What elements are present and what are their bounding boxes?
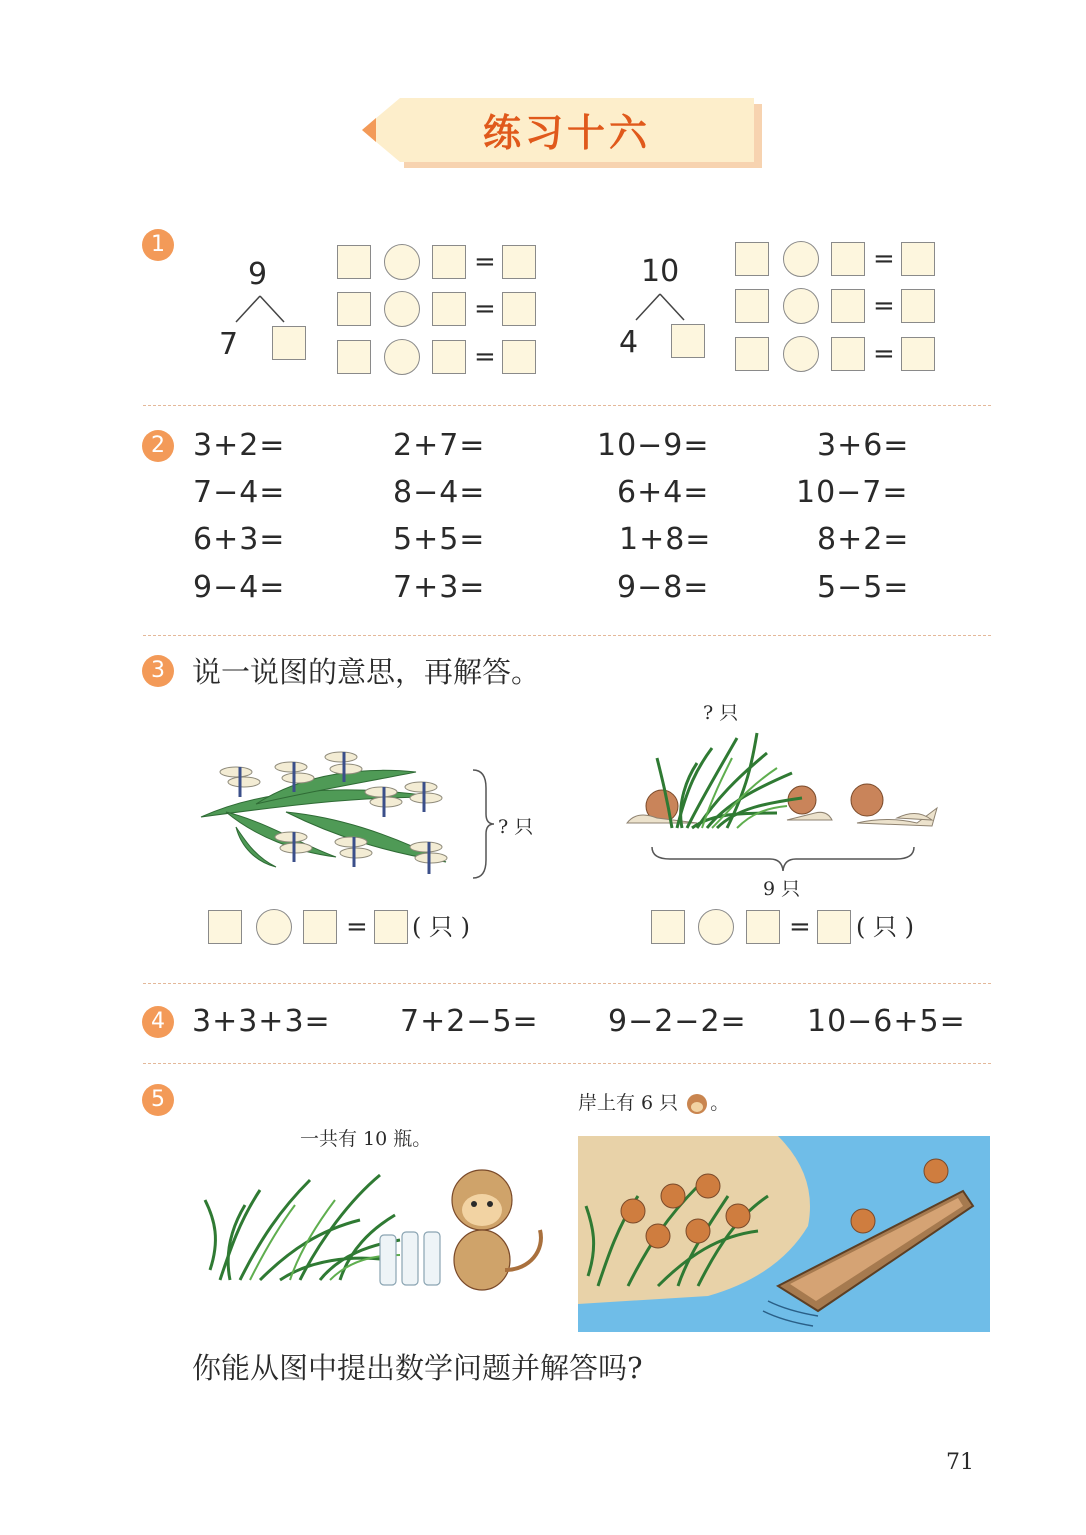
s3-left-unit: ( 只 ) [412,913,470,941]
section-4-badge: 4 [142,1006,174,1038]
s4-expr: 7+2−5= [400,1004,539,1039]
s2-expr: 3+2= [193,428,286,463]
s2-expr: 5−5= [817,570,910,605]
s1-left-eq2-equals: = [474,294,496,324]
s1-left-eq1-operator-circle[interactable] [384,244,420,280]
s2-expr: 1+8= [619,522,712,557]
s2-expr: 10−7= [796,475,909,510]
page-number: 71 [946,1450,974,1475]
s3-right-bottom-brace [650,845,916,873]
s4-expr: 3+3+3= [192,1004,331,1039]
s1-left-eq1-box-a[interactable] [337,245,371,279]
s5-question: 你能从图中提出数学问题并解答吗? [192,1351,643,1385]
s1-right-eq1-result-box[interactable] [901,242,935,276]
s2-expr: 6+3= [193,522,286,557]
s1-left-eq3-result-box[interactable] [502,340,536,374]
s5-right-caption-period: 。 [710,1092,730,1114]
s1-left-eq3-equals: = [474,342,496,372]
s1-left-top-number: 9 [248,257,268,292]
s3-right-unit: ( 只 ) [856,913,914,941]
river-boat-monkeys-illustration [578,1136,990,1332]
s1-left-eq2-box-a[interactable] [337,292,371,326]
s1-right-eq1-equals: = [873,244,895,274]
s2-expr: 9−4= [193,570,286,605]
s2-expr: 10−9= [597,428,710,463]
s2-expr: 8+2= [817,522,910,557]
s2-expr: 6+4= [617,475,710,510]
s1-right-top-number: 10 [641,254,680,289]
section-divider [143,635,991,636]
s3-left-box-b[interactable] [303,910,337,944]
s1-left-eq2-box-b[interactable] [432,292,466,326]
s3-left-operator-circle[interactable] [256,909,292,945]
page-title: 练习十六 [482,110,651,155]
s1-right-eq1-operator-circle[interactable] [783,241,819,277]
s1-right-eq2-operator-circle[interactable] [783,288,819,324]
s3-left-question-label: ? 只 [498,816,534,838]
s3-right-equals: = [789,912,811,942]
s2-expr: 2+7= [393,428,486,463]
title-banner [362,98,762,168]
section-divider [143,1063,991,1064]
s3-right-box-a[interactable] [651,910,685,944]
s5-right-caption [578,1088,729,1115]
s3-right-result-box[interactable] [817,910,851,944]
s1-left-bottom-number: 7 [219,327,239,362]
monkey-icon [684,1093,710,1115]
s3-right-question-label: ? 只 [703,702,739,724]
section-divider [143,983,991,984]
s1-left-eq2-result-box[interactable] [502,292,536,326]
s3-left-box-a[interactable] [208,910,242,944]
section-divider [143,405,991,406]
s4-expr: 9−2−2= [608,1004,747,1039]
section-3-badge: 3 [142,655,174,687]
s2-expr: 8−4= [393,475,486,510]
s1-right-eq1-box-b[interactable] [831,242,865,276]
s2-expr: 9−8= [617,570,710,605]
s1-right-eq3-result-box[interactable] [901,337,935,371]
s1-right-eq2-box-a[interactable] [735,289,769,323]
s1-left-eq2-operator-circle[interactable] [384,291,420,327]
s1-left-eq3-box-b[interactable] [432,340,466,374]
s1-right-eq2-result-box[interactable] [901,289,935,323]
s3-left-right-brace [470,768,496,880]
s1-left-eq1-result-box[interactable] [502,245,536,279]
s1-right-branch-lines [632,292,692,322]
s1-right-eq3-operator-circle[interactable] [783,336,819,372]
s3-instruction: 说一说图的意思，再解答。 [192,655,541,689]
section-5-badge: 5 [142,1084,174,1116]
s1-left-eq3-box-a[interactable] [337,340,371,374]
snails-and-grass-illustration [617,728,947,838]
s3-right-box-b[interactable] [746,910,780,944]
section-1-badge: 1 [142,229,174,261]
s1-right-eq3-box-a[interactable] [735,337,769,371]
s3-left-result-box[interactable] [374,910,408,944]
s1-right-eq2-equals: = [873,291,895,321]
s5-left-caption: 一共有 10 瓶。 [300,1128,432,1150]
s3-left-equals: = [346,912,368,942]
s1-right-eq2-box-b[interactable] [831,289,865,323]
dragonflies-on-leaves-illustration [196,742,466,882]
s3-right-total-label: 9 只 [763,878,801,900]
s1-right-eq3-equals: = [873,339,895,369]
s2-expr: 5+5= [393,522,486,557]
s2-expr: 7+3= [393,570,486,605]
s4-expr: 10−6+5= [807,1004,966,1039]
s1-right-missing-box[interactable] [671,324,705,358]
s1-right-bottom-number: 4 [619,325,639,360]
s2-expr: 3+6= [817,428,910,463]
s1-left-eq1-equals: = [474,247,496,277]
s2-expr: 7−4= [193,475,286,510]
s3-right-operator-circle[interactable] [698,909,734,945]
s1-right-eq3-box-b[interactable] [831,337,865,371]
bottles-grass-monkey-illustration [200,1160,550,1300]
s1-left-eq1-box-b[interactable] [432,245,466,279]
section-2-badge: 2 [142,430,174,462]
s1-right-eq1-box-a[interactable] [735,242,769,276]
s1-left-branch-lines [232,294,292,324]
s1-left-missing-box[interactable] [272,326,306,360]
s1-left-eq3-operator-circle[interactable] [384,339,420,375]
s5-right-caption-text: 岸上有 6 只 [578,1092,679,1114]
